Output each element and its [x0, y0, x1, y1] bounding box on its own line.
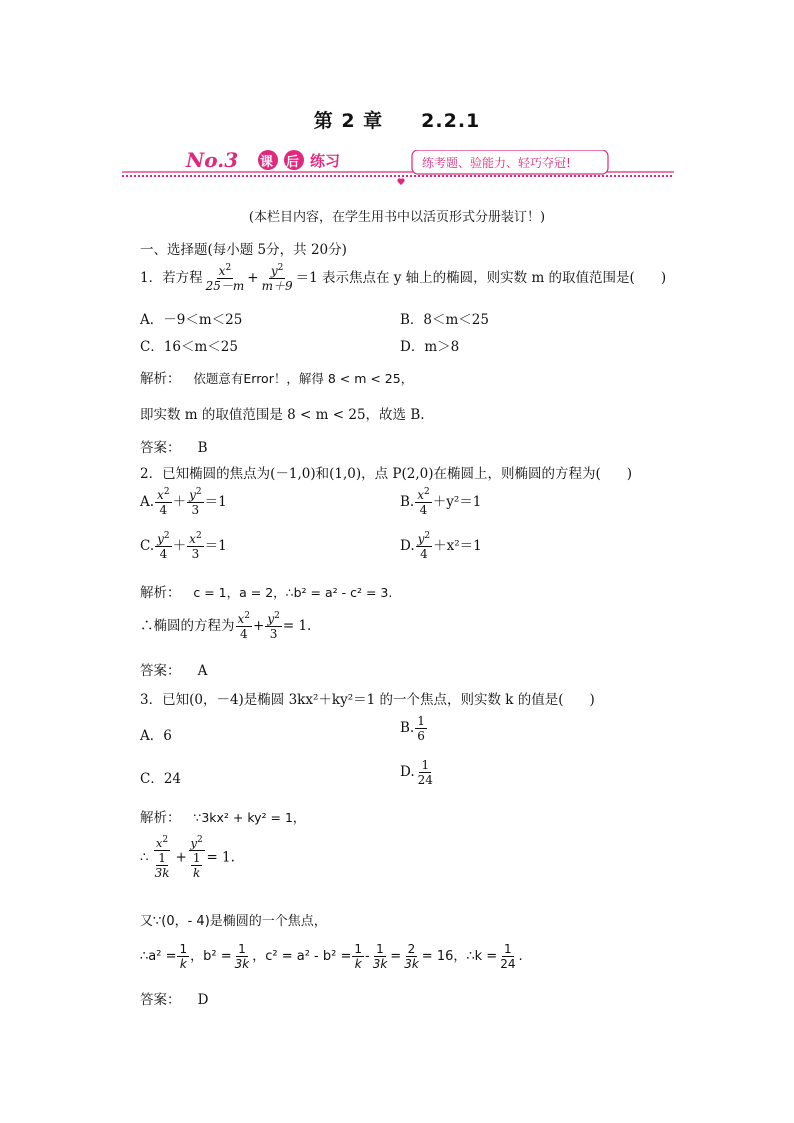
q3-analysis-line2: ∴ $\frac{x^2}{\frac{1}{3k}}$ + $\frac{y^2}{\frac{1}{k}}$ = 1.: [140, 835, 235, 880]
q3-stem: 3．已知(0，－4)是椭圆 3kx²＋ky²＝1 的一个焦点，则实数 k 的值是( ): [140, 692, 595, 708]
q1-option-b: B．8＜m＜25: [400, 312, 489, 328]
q1-frac-y: $\frac{y^2}{m+9}$: [261, 263, 293, 293]
q1-analysis-line1: 依题意有Error！，解得 8 < m < 25，: [193, 371, 414, 386]
q1-answer-value: B: [197, 440, 208, 456]
q3-analysis-line3: 又∵(0，- 4)是椭圆的一个焦点，: [140, 914, 327, 929]
q3-analysis-line4: ∴a² = $\frac{1}{k}$ ，b² = $\frac{1}{3k}$ ，c² = a² - b² = $\frac{1}{k}$ - $\frac{1}{3k}$ = $\frac{2}{3k}$ = 16，∴k = $\frac{1}{24}$ .: [140, 942, 523, 971]
q1-answer: [140, 436, 208, 456]
q2-stem: 2．已知椭圆的焦点为(－1,0)和(1,0)，点 P(2,0)在椭圆上，则椭圆的方程为( ): [140, 466, 633, 482]
q1-analysis-label: 解析：: [140, 371, 181, 387]
q3-answer: 答案： D: [140, 992, 209, 1008]
q3-option-a: A．6: [140, 728, 172, 744]
q2-analysis-line1: c = 1，a = 2，∴b² = a² - c² = 3.: [193, 585, 393, 600]
section-banner: [122, 150, 674, 188]
q2-analysis-line2: ∴椭圆的方程为 $\frac{x^2}{4}$ + $\frac{y^2}{3}$ = 1.: [140, 611, 312, 641]
slogan-text: 练考题、验能力、轻巧夺冠!: [422, 156, 571, 170]
badge-hou: 后: [286, 155, 300, 170]
q1-stem: 1．若方程 $\frac{x^2}{25-m}$ + $\frac{y^2}{m+9}$ ＝1 表示焦点在 y 轴上的椭圆，则实数 m 的取值范围是( ): [140, 263, 667, 293]
binding-note: (本栏目内容，在学生用书中以活页形式分册装订！): [248, 210, 546, 225]
q3-option-d: D. $\frac{1}{24}$: [400, 758, 433, 787]
q1-answer-label: 答案：: [140, 440, 181, 456]
q1-analysis-line2: 即实数 m 的取值范围是 8 < m < 25，故选 B.: [140, 407, 425, 423]
q2-answer-value: A: [197, 663, 208, 679]
q1-option-d: D．m＞8: [400, 339, 460, 355]
q1-option-a: A．－9＜m＜25: [140, 312, 243, 328]
q3-analysis-line1: ∵3kx² + ky² = 1，: [193, 810, 306, 825]
heart-icon: [397, 178, 404, 185]
q3-answer-value: D: [197, 992, 209, 1008]
badge-number: No.3: [186, 148, 239, 172]
page-title: [0, 106, 794, 133]
q1-frac-x: $\frac{x^2}{25-m}$: [205, 263, 245, 293]
q3-analysis: 解析： ∵3kx² + ky² = 1，: [140, 810, 306, 826]
q1-rest: ＝1 表示焦点在 y 轴上的椭圆，则实数 m 的取值范围是(: [295, 270, 635, 286]
q2-answer: 答案： A: [140, 663, 208, 679]
q2-option-d: D. $\frac{y^2}{4}$ ＋x²＝1: [400, 531, 482, 561]
section-number: 2.2.1: [421, 110, 481, 132]
q2-option-b: B. $\frac{x^2}{4}$ ＋y²＝1: [400, 487, 482, 517]
q1-analysis: [140, 367, 413, 387]
q2-option-a: A. $\frac{x^2}{4}$ ＋ $\frac{y^2}{3}$ ＝1: [140, 487, 227, 517]
q2-analysis: 解析： c = 1，a = 2，∴b² = a² - c² = 3.: [140, 585, 393, 601]
chapter-label: 第 2 章: [313, 110, 384, 132]
q3-option-c: C．24: [140, 771, 182, 787]
section-heading: 一、选择题(每小题 5分，共 20分): [140, 242, 347, 258]
q1-num: 1．若方程: [140, 270, 203, 286]
badge-lianxi: 练习: [310, 152, 341, 170]
q3-option-b: B. $\frac{1}{6}$: [400, 714, 425, 743]
q1-option-c: C．16＜m＜25: [140, 339, 238, 355]
q2-option-c: C. $\frac{y^2}{4}$ ＋ $\frac{x^2}{3}$ ＝1: [140, 531, 227, 561]
badge-ke: 课: [260, 155, 274, 170]
